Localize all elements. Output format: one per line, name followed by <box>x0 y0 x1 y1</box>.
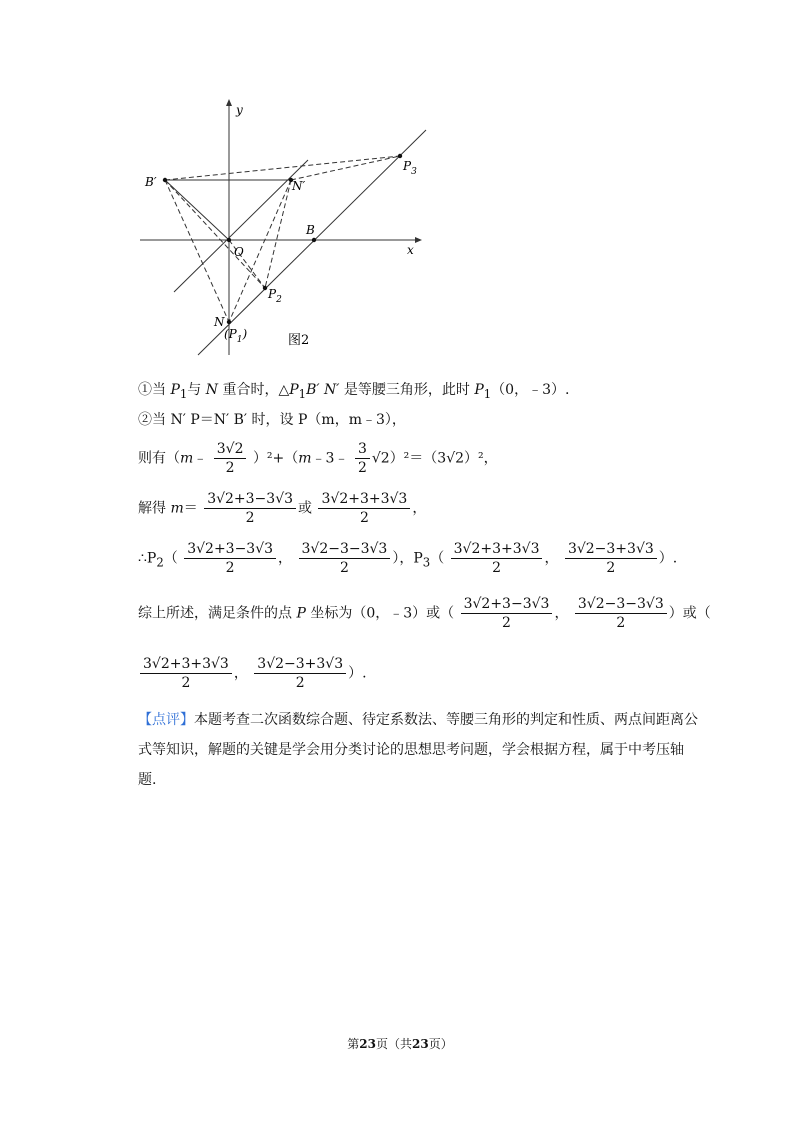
label-Bp: B′ <box>145 175 157 189</box>
fraction: $\frac{3√2+3+3√3}{2}$ <box>140 655 232 692</box>
fraction: $\frac{3√2-3-3√3}{2}$ <box>299 540 391 577</box>
solution-line-2: ②当 N′ P＝N′ B′ 时，设 P（m，m﹣3）， <box>138 412 406 428</box>
fraction: $\frac{3√2-3-3√3}{2}$ <box>575 595 667 632</box>
comment-line-1: 【点评】本题考查二次函数综合题、待定系数法、等腰三角形的判定和性质、两点间距离公 <box>138 712 698 728</box>
page-number: 23 <box>359 1037 376 1051</box>
solution-line-3: 则有（m﹣ $\frac{3√2}{2}$ ）²+（m﹣3﹣ $\frac{3}{2}$ √2）²＝（3√2）²， <box>138 441 498 476</box>
comment-line-2: 式等知识，解题的关键是学会用分类讨论的思想思考问题，学会根据方程，属于中考压轴 <box>138 742 684 758</box>
x-axis-arrow <box>415 237 422 243</box>
fraction: $\frac{3√2}{2}$ <box>214 440 247 477</box>
page-footer: 第23页（共23页） <box>347 1037 453 1051</box>
label-N: N <box>214 315 225 329</box>
fraction: $\frac{3√2+3-3√3}{2}$ <box>184 540 276 577</box>
dashed-lines <box>165 156 400 322</box>
solution-line-7: $\frac{3√2+3+3√3}{2}$ ， $\frac{3√2-3+3√3}{2}$ ）. <box>138 655 367 692</box>
label-P3: $P_3$ <box>403 159 417 177</box>
label-P2: $P_2$ <box>268 287 282 305</box>
label-O: O <box>234 245 244 259</box>
solution-line-1: ①当 $P_1$与 N 重合时，$\triangle P_1B'$ N′ 是等腰三角形，此时 $P_1(0$，﹣3）. <box>138 382 570 401</box>
label-B: B <box>306 223 315 237</box>
y-axis-arrow <box>226 99 232 106</box>
point-N <box>227 320 231 324</box>
comment-line-3: 题. <box>138 772 157 788</box>
fraction: $\frac{3}{2}$ <box>355 440 370 477</box>
page-total: 23 <box>412 1037 429 1051</box>
label-y: y <box>236 103 243 117</box>
point-P3 <box>398 154 402 158</box>
fraction: $\frac{3√2+3-3√3}{2}$ <box>204 490 296 527</box>
fraction: $\frac{3√2-3+3√3}{2}$ <box>254 655 346 692</box>
point-B <box>312 238 316 242</box>
solution-line-5: $\therefore P_2$（ $\frac{3√2+3-3√3}{2}$ ， $\frac{3√2-3-3√3}{2}$ ），$P_3$（ $\frac{3√2+3+3√3}{2}$ ， $\frac{3√2-3+3√3}{2}$ ）. <box>138 541 678 576</box>
figure-caption: 图2 <box>288 333 310 348</box>
label-x: x <box>407 243 414 257</box>
geometry-figure <box>130 95 440 365</box>
fraction: $\frac{3√2+3+3√3}{2}$ <box>318 490 410 527</box>
label-P1: $(P_1)$ <box>224 327 248 345</box>
point-O <box>227 238 231 242</box>
solution-line-6: 综上所述，满足条件的点 P 坐标为（0，﹣3）或（ $\frac{3√2+3-3√3}{2}$ ， $\frac{3√2-3-3√3}{2}$ ）或（ <box>138 596 711 631</box>
solution-line-4: 解得 m＝ $\frac{3√2+3-3√3}{2}$ 或 $\frac{3√2+3+3√3}{2}$ ， <box>138 491 427 526</box>
fraction: $\frac{3√2+3-3√3}{2}$ <box>461 595 553 632</box>
point-P2 <box>263 286 267 290</box>
fraction: $\frac{3√2+3+3√3}{2}$ <box>451 540 543 577</box>
fraction: $\frac{3√2-3+3√3}{2}$ <box>565 540 657 577</box>
point-Bp <box>163 178 167 182</box>
comment-tag: 【点评】 <box>138 712 194 728</box>
label-Np: N′ <box>292 179 306 193</box>
segment-Bp-O <box>165 180 229 240</box>
line-through-B <box>198 130 426 355</box>
